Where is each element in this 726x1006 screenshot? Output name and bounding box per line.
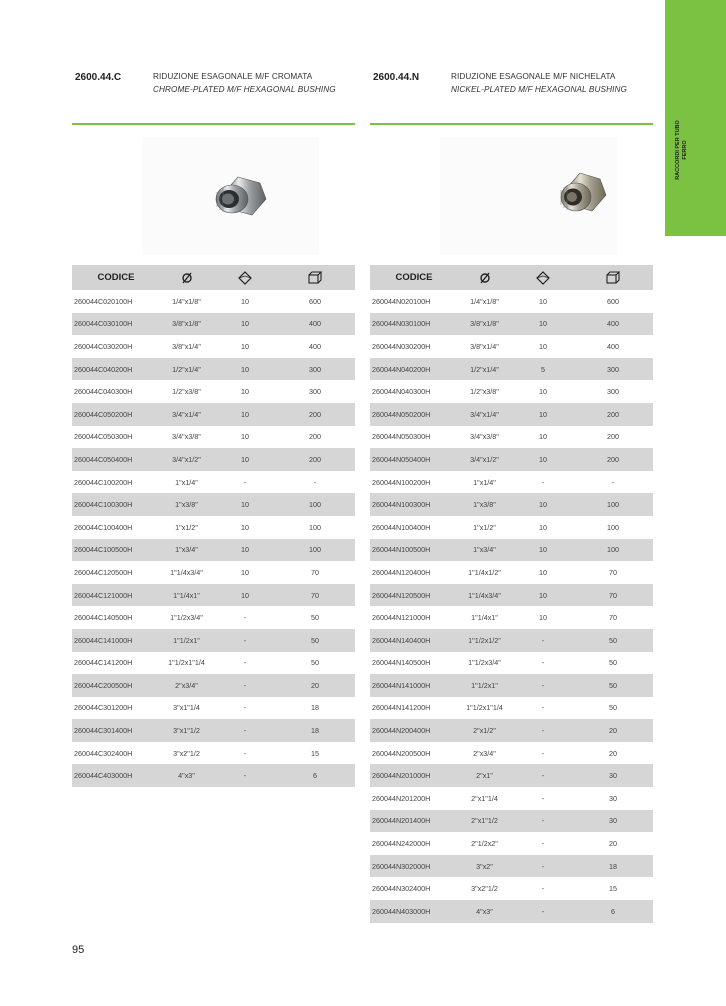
table-row	[370, 584, 653, 607]
cell-size: 3/4"x1/2"	[470, 454, 499, 464]
cell-size: 3"x1"1/2	[173, 726, 200, 736]
cell-size: 2"x1"1/2	[471, 816, 498, 826]
category-side-tab	[665, 0, 726, 236]
cell-qty-inner: 10	[241, 341, 249, 351]
product-desc-it: RIDUZIONE ESAGONALE M/F NICHELATA	[451, 72, 616, 81]
table-row	[370, 832, 653, 855]
cell-qty-outer: 200	[607, 454, 619, 464]
table-header	[370, 265, 653, 290]
cell-qty-outer: 70	[311, 590, 319, 600]
table-header	[72, 265, 355, 290]
table-row	[370, 290, 653, 313]
cell-qty-inner: 10	[539, 567, 547, 577]
product-table	[370, 265, 653, 923]
table-row	[72, 606, 355, 629]
table-row	[72, 290, 355, 313]
cell-qty-outer: 400	[607, 319, 619, 329]
cell-qty-inner: -	[243, 658, 247, 668]
cell-code: 260044C141200H	[74, 658, 133, 668]
cell-code: 260044C050200H	[74, 409, 133, 419]
cell-qty-outer: 6	[611, 906, 615, 916]
cell-qty-inner: -	[541, 748, 545, 758]
table-row	[370, 539, 653, 562]
cell-code: 260044N100500H	[372, 545, 431, 555]
cell-qty-outer: 200	[607, 432, 619, 442]
cell-code: 260044C050400H	[74, 454, 133, 464]
page-number: 95	[72, 944, 85, 956]
cell-size: 3/4"x3/8"	[470, 432, 499, 442]
cell-code: 260044N100400H	[372, 522, 431, 532]
table-row	[370, 787, 653, 810]
cell-size: 3"x2"1/2	[471, 884, 498, 894]
cell-qty-outer: -	[611, 477, 615, 487]
cell-code: 260044C040300H	[74, 387, 133, 397]
cell-qty-inner: -	[541, 726, 545, 736]
cell-size: 3/4"x1/4"	[172, 409, 201, 419]
cell-code: 260044C121000H	[74, 590, 133, 600]
table-row	[370, 426, 653, 449]
cell-qty-outer: 600	[607, 296, 619, 306]
cell-code: 260044C100200H	[74, 477, 133, 487]
table-row	[370, 380, 653, 403]
cell-size: 1"1/2x1"	[173, 635, 200, 645]
cell-qty-inner: 10	[539, 341, 547, 351]
cell-size: 1"1/2x3/4"	[170, 613, 203, 623]
cell-code: 260044C100300H	[74, 500, 133, 510]
cell-qty-outer: 200	[309, 409, 321, 419]
cell-code: 260044N030200H	[372, 341, 431, 351]
table-row	[370, 313, 653, 336]
cell-code: 260044N120500H	[372, 590, 431, 600]
cell-qty-outer: 18	[311, 726, 319, 736]
cell-size: 1"x3/8"	[175, 500, 198, 510]
cell-code: 260044N030100H	[372, 319, 431, 329]
cell-qty-inner: 10	[241, 545, 249, 555]
table-row	[370, 358, 653, 381]
cell-qty-inner: -	[541, 906, 545, 916]
cell-code: 260044N141200H	[372, 703, 431, 713]
cell-qty-inner: 10	[241, 409, 249, 419]
table-row	[370, 629, 653, 652]
cell-size: 1/2"x3/8"	[470, 387, 499, 397]
diameter-icon	[158, 272, 215, 284]
cell-qty-outer: 200	[607, 409, 619, 419]
table-row	[72, 719, 355, 742]
cell-size: 1"x3/4"	[473, 545, 496, 555]
table-row	[370, 697, 653, 720]
cell-qty-inner: -	[541, 861, 545, 871]
cell-qty-inner: -	[541, 703, 545, 713]
cell-qty-outer: 70	[609, 613, 617, 623]
cell-size: 1"1/2x1/2"	[468, 635, 501, 645]
table-row	[72, 380, 355, 403]
cell-code: 260044N100300H	[372, 500, 431, 510]
table-row	[72, 629, 355, 652]
cell-qty-outer: 15	[311, 748, 319, 758]
cell-qty-outer: 50	[311, 635, 319, 645]
table-row	[370, 493, 653, 516]
product-code: 2600.44.N	[373, 72, 420, 83]
cell-qty-outer: 50	[311, 613, 319, 623]
cell-size: 1"x1/4"	[473, 477, 496, 487]
cell-qty-inner: 10	[539, 387, 547, 397]
cell-code: 260044C040200H	[74, 364, 133, 374]
cell-qty-outer: 100	[309, 500, 321, 510]
cell-code: 260044N040300H	[372, 387, 431, 397]
cell-qty-inner: 10	[241, 567, 249, 577]
table-row	[72, 493, 355, 516]
header-code: CODICE	[97, 272, 135, 283]
table-row	[370, 900, 653, 923]
cell-size: 1"1/4x1"	[173, 590, 200, 600]
table-row	[370, 674, 653, 697]
cell-code: 260044N140500H	[372, 658, 431, 668]
cell-code: 260044N242000H	[372, 839, 431, 849]
cell-qty-inner: 10	[539, 454, 547, 464]
table-row	[72, 584, 355, 607]
table-row	[72, 674, 355, 697]
cell-code: 260044N201000H	[372, 771, 431, 781]
cell-qty-outer: 50	[311, 658, 319, 668]
cell-qty-outer: 300	[309, 364, 321, 374]
cell-qty-outer: 50	[609, 703, 617, 713]
product-desc-en: CHROME-PLATED M/F HEXAGONAL BUSHING	[153, 85, 336, 94]
table-row	[370, 652, 653, 675]
cell-qty-inner: 5	[541, 364, 545, 374]
cell-qty-inner: -	[243, 771, 247, 781]
cell-size: 1"1/4x1"	[471, 613, 498, 623]
diameter-icon	[456, 272, 513, 284]
cell-qty-outer: 100	[607, 522, 619, 532]
product-desc-it: RIDUZIONE ESAGONALE M/F CROMATA	[153, 72, 313, 81]
cell-code: 260044N050400H	[372, 454, 431, 464]
cell-qty-outer: 20	[609, 748, 617, 758]
cell-code: 260044C030200H	[74, 341, 133, 351]
cell-code: 260044C301400H	[74, 726, 133, 736]
cell-qty-inner: -	[243, 635, 247, 645]
cell-size: 4"x3"	[178, 771, 195, 781]
cell-qty-inner: -	[243, 680, 247, 690]
cell-qty-inner: -	[541, 793, 545, 803]
divider	[72, 123, 355, 125]
box-outer-icon	[573, 271, 653, 284]
product-desc-en: NICKEL-PLATED M/F HEXAGONAL BUSHING	[451, 85, 627, 94]
cell-qty-inner: 10	[539, 590, 547, 600]
cell-qty-inner: 10	[241, 500, 249, 510]
cell-size: 2"x3/4"	[473, 748, 496, 758]
cell-size: 1"1/2x1"1/4	[466, 703, 503, 713]
cell-code: 260044N140400H	[372, 635, 431, 645]
table-row	[370, 606, 653, 629]
divider	[370, 123, 653, 125]
cell-qty-inner: -	[243, 477, 247, 487]
cell-size: 1"1/2x1"	[471, 680, 498, 690]
table-row	[370, 877, 653, 900]
box-outer-icon	[275, 271, 355, 284]
cell-code: 260044C100500H	[74, 545, 133, 555]
table-row	[72, 516, 355, 539]
cell-code: 260044N050300H	[372, 432, 431, 442]
cell-qty-outer: 20	[311, 680, 319, 690]
cell-size: 1/2"x1/4"	[470, 364, 499, 374]
cell-qty-inner: -	[243, 748, 247, 758]
cell-size: 1"1/4x1/2"	[468, 567, 501, 577]
cell-qty-inner: 10	[241, 522, 249, 532]
cell-qty-inner: -	[541, 635, 545, 645]
cell-size: 1"1/4x3/4"	[468, 590, 501, 600]
table-row	[72, 448, 355, 471]
table-row	[370, 471, 653, 494]
cell-code: 260044N020100H	[372, 296, 431, 306]
cell-code: 260044N302000H	[372, 861, 431, 871]
cell-qty-outer: 200	[309, 454, 321, 464]
table-row	[370, 719, 653, 742]
cell-size: 2"x1"1/4	[471, 793, 498, 803]
cell-size: 3"x1"1/4	[173, 703, 200, 713]
table-row	[72, 426, 355, 449]
cell-qty-outer: 600	[309, 296, 321, 306]
cell-size: 3/8"x1/4"	[172, 341, 201, 351]
cell-qty-outer: 300	[309, 387, 321, 397]
cell-size: 3/4"x1/2"	[172, 454, 201, 464]
cell-code: 260044N040200H	[372, 364, 431, 374]
table-row	[72, 764, 355, 787]
cell-size: 1"1/4x3/4"	[170, 567, 203, 577]
cell-size: 2"x1/2"	[473, 726, 496, 736]
cell-qty-outer: 30	[609, 793, 617, 803]
cell-qty-inner: -	[541, 680, 545, 690]
cell-size: 1"1/2x1"1/4	[168, 658, 205, 668]
table-row	[72, 335, 355, 358]
cell-qty-inner: 10	[241, 319, 249, 329]
cell-size: 3/8"x1/4"	[470, 341, 499, 351]
cell-size: 1"x3/8"	[473, 500, 496, 510]
cell-code: 260044C140500H	[74, 613, 133, 623]
table-row	[72, 313, 355, 336]
cell-qty-inner: 10	[539, 296, 547, 306]
cell-code: 260044C141000H	[74, 635, 133, 645]
cell-qty-outer: 400	[309, 319, 321, 329]
product-photo	[440, 137, 617, 255]
cell-size: 1"x1/2"	[473, 522, 496, 532]
cell-qty-inner: -	[541, 816, 545, 826]
cell-code: 260044C403000H	[74, 771, 133, 781]
table-row	[72, 561, 355, 584]
table-row	[370, 403, 653, 426]
cell-qty-inner: -	[243, 703, 247, 713]
cell-size: 1"x1/2"	[175, 522, 198, 532]
cell-size: 3"x2"1/2	[173, 748, 200, 758]
cell-size: 1"1/2x3/4"	[468, 658, 501, 668]
cell-qty-outer: 70	[609, 590, 617, 600]
cell-size: 1/4"x1/8"	[470, 296, 499, 306]
cell-size: 1/2"x3/8"	[172, 387, 201, 397]
cell-code: 260044C301200H	[74, 703, 133, 713]
cell-qty-outer: 300	[607, 364, 619, 374]
cell-qty-inner: 10	[241, 590, 249, 600]
cell-qty-outer: 6	[313, 771, 317, 781]
cell-size: 4"x3"	[476, 906, 493, 916]
cell-qty-inner: 10	[539, 500, 547, 510]
cell-qty-inner: 10	[539, 522, 547, 532]
cell-qty-outer: 70	[609, 567, 617, 577]
cell-qty-inner: 10	[241, 454, 249, 464]
cell-code: 260044C030100H	[74, 319, 133, 329]
table-row	[72, 539, 355, 562]
category-label: RACCORDI PER TUBO FERRO	[675, 120, 688, 180]
cell-size: 2"1/2x2"	[471, 839, 498, 849]
box-inner-icon	[513, 271, 573, 285]
cell-qty-inner: 10	[539, 432, 547, 442]
cell-code: 260044N201200H	[372, 793, 431, 803]
cell-size: 3/8"x1/8"	[470, 319, 499, 329]
cell-code: 260044N141000H	[372, 680, 431, 690]
cell-qty-outer: 100	[607, 545, 619, 555]
cell-code: 260044N200500H	[372, 748, 431, 758]
cell-qty-outer: 50	[609, 658, 617, 668]
cell-code: 260044C020100H	[74, 296, 133, 306]
cell-qty-outer: 20	[609, 839, 617, 849]
cell-qty-inner: -	[243, 613, 247, 623]
cell-code: 260044N302400H	[372, 884, 431, 894]
cell-qty-outer: 70	[311, 567, 319, 577]
cell-qty-inner: -	[541, 477, 545, 487]
cell-qty-outer: 100	[607, 500, 619, 510]
cell-qty-outer: 200	[309, 432, 321, 442]
cell-size: 1/4"x1/8"	[172, 296, 201, 306]
cell-qty-outer: 50	[609, 680, 617, 690]
cell-code: 260044N200400H	[372, 726, 431, 736]
cell-qty-inner: 10	[539, 319, 547, 329]
table-row	[370, 810, 653, 833]
cell-qty-inner: -	[541, 839, 545, 849]
cell-code: 260044N120400H	[372, 567, 431, 577]
cell-size: 1"x1/4"	[175, 477, 198, 487]
cell-qty-outer: 100	[309, 545, 321, 555]
header-code: CODICE	[395, 272, 433, 283]
cell-qty-outer: 400	[607, 341, 619, 351]
table-row	[370, 764, 653, 787]
product-code: 2600.44.C	[75, 72, 122, 83]
cell-size: 3/8"x1/8"	[172, 319, 201, 329]
cell-code: 260044C100400H	[74, 522, 133, 532]
cell-qty-inner: 10	[241, 387, 249, 397]
cell-qty-outer: 15	[609, 884, 617, 894]
cell-qty-inner: 10	[241, 296, 249, 306]
cell-code: 260044C302400H	[74, 748, 133, 758]
table-row	[72, 652, 355, 675]
cell-qty-outer: 100	[309, 522, 321, 532]
product-photo	[142, 137, 319, 255]
cell-size: 3"x2"	[476, 861, 493, 871]
cell-size: 2"x3/4"	[175, 680, 198, 690]
cell-qty-inner: 10	[539, 409, 547, 419]
cell-qty-inner: -	[243, 726, 247, 736]
table-row	[370, 516, 653, 539]
cell-code: 260044C120500H	[74, 567, 133, 577]
cell-qty-outer: 30	[609, 816, 617, 826]
cell-code: 260044N050200H	[372, 409, 431, 419]
cell-size: 1"x3/4"	[175, 545, 198, 555]
cell-qty-inner: -	[541, 884, 545, 894]
cell-qty-outer: 30	[609, 771, 617, 781]
table-row	[370, 561, 653, 584]
cell-code: 260044N100200H	[372, 477, 431, 487]
cell-size: 1/2"x1/4"	[172, 364, 201, 374]
table-row	[72, 742, 355, 765]
cell-qty-outer: 18	[609, 861, 617, 871]
cell-qty-inner: 10	[539, 545, 547, 555]
cell-qty-outer: 18	[311, 703, 319, 713]
cell-qty-outer: 20	[609, 726, 617, 736]
cell-qty-inner: 10	[241, 364, 249, 374]
table-row	[370, 335, 653, 358]
table-row	[370, 448, 653, 471]
cell-code: 260044N121000H	[372, 613, 431, 623]
cell-code: 260044C050300H	[74, 432, 133, 442]
box-inner-icon	[215, 271, 275, 285]
cell-code: 260044C200500H	[74, 680, 133, 690]
table-row	[72, 471, 355, 494]
product-table	[72, 265, 355, 787]
cell-qty-inner: -	[541, 658, 545, 668]
cell-code: 260044N201400H	[372, 816, 431, 826]
table-row	[370, 855, 653, 878]
cell-code: 260044N403000H	[372, 906, 431, 916]
cell-qty-outer: 50	[609, 635, 617, 645]
cell-size: 3/4"x3/8"	[172, 432, 201, 442]
table-row	[72, 697, 355, 720]
cell-qty-inner: 10	[241, 432, 249, 442]
table-row	[370, 742, 653, 765]
cell-qty-outer: -	[313, 477, 317, 487]
cell-size: 2"x1"	[476, 771, 493, 781]
cell-qty-outer: 300	[607, 387, 619, 397]
cell-qty-outer: 400	[309, 341, 321, 351]
table-row	[72, 358, 355, 381]
table-row	[72, 403, 355, 426]
cell-qty-inner: -	[541, 771, 545, 781]
cell-qty-inner: 10	[539, 613, 547, 623]
cell-size: 3/4"x1/4"	[470, 409, 499, 419]
